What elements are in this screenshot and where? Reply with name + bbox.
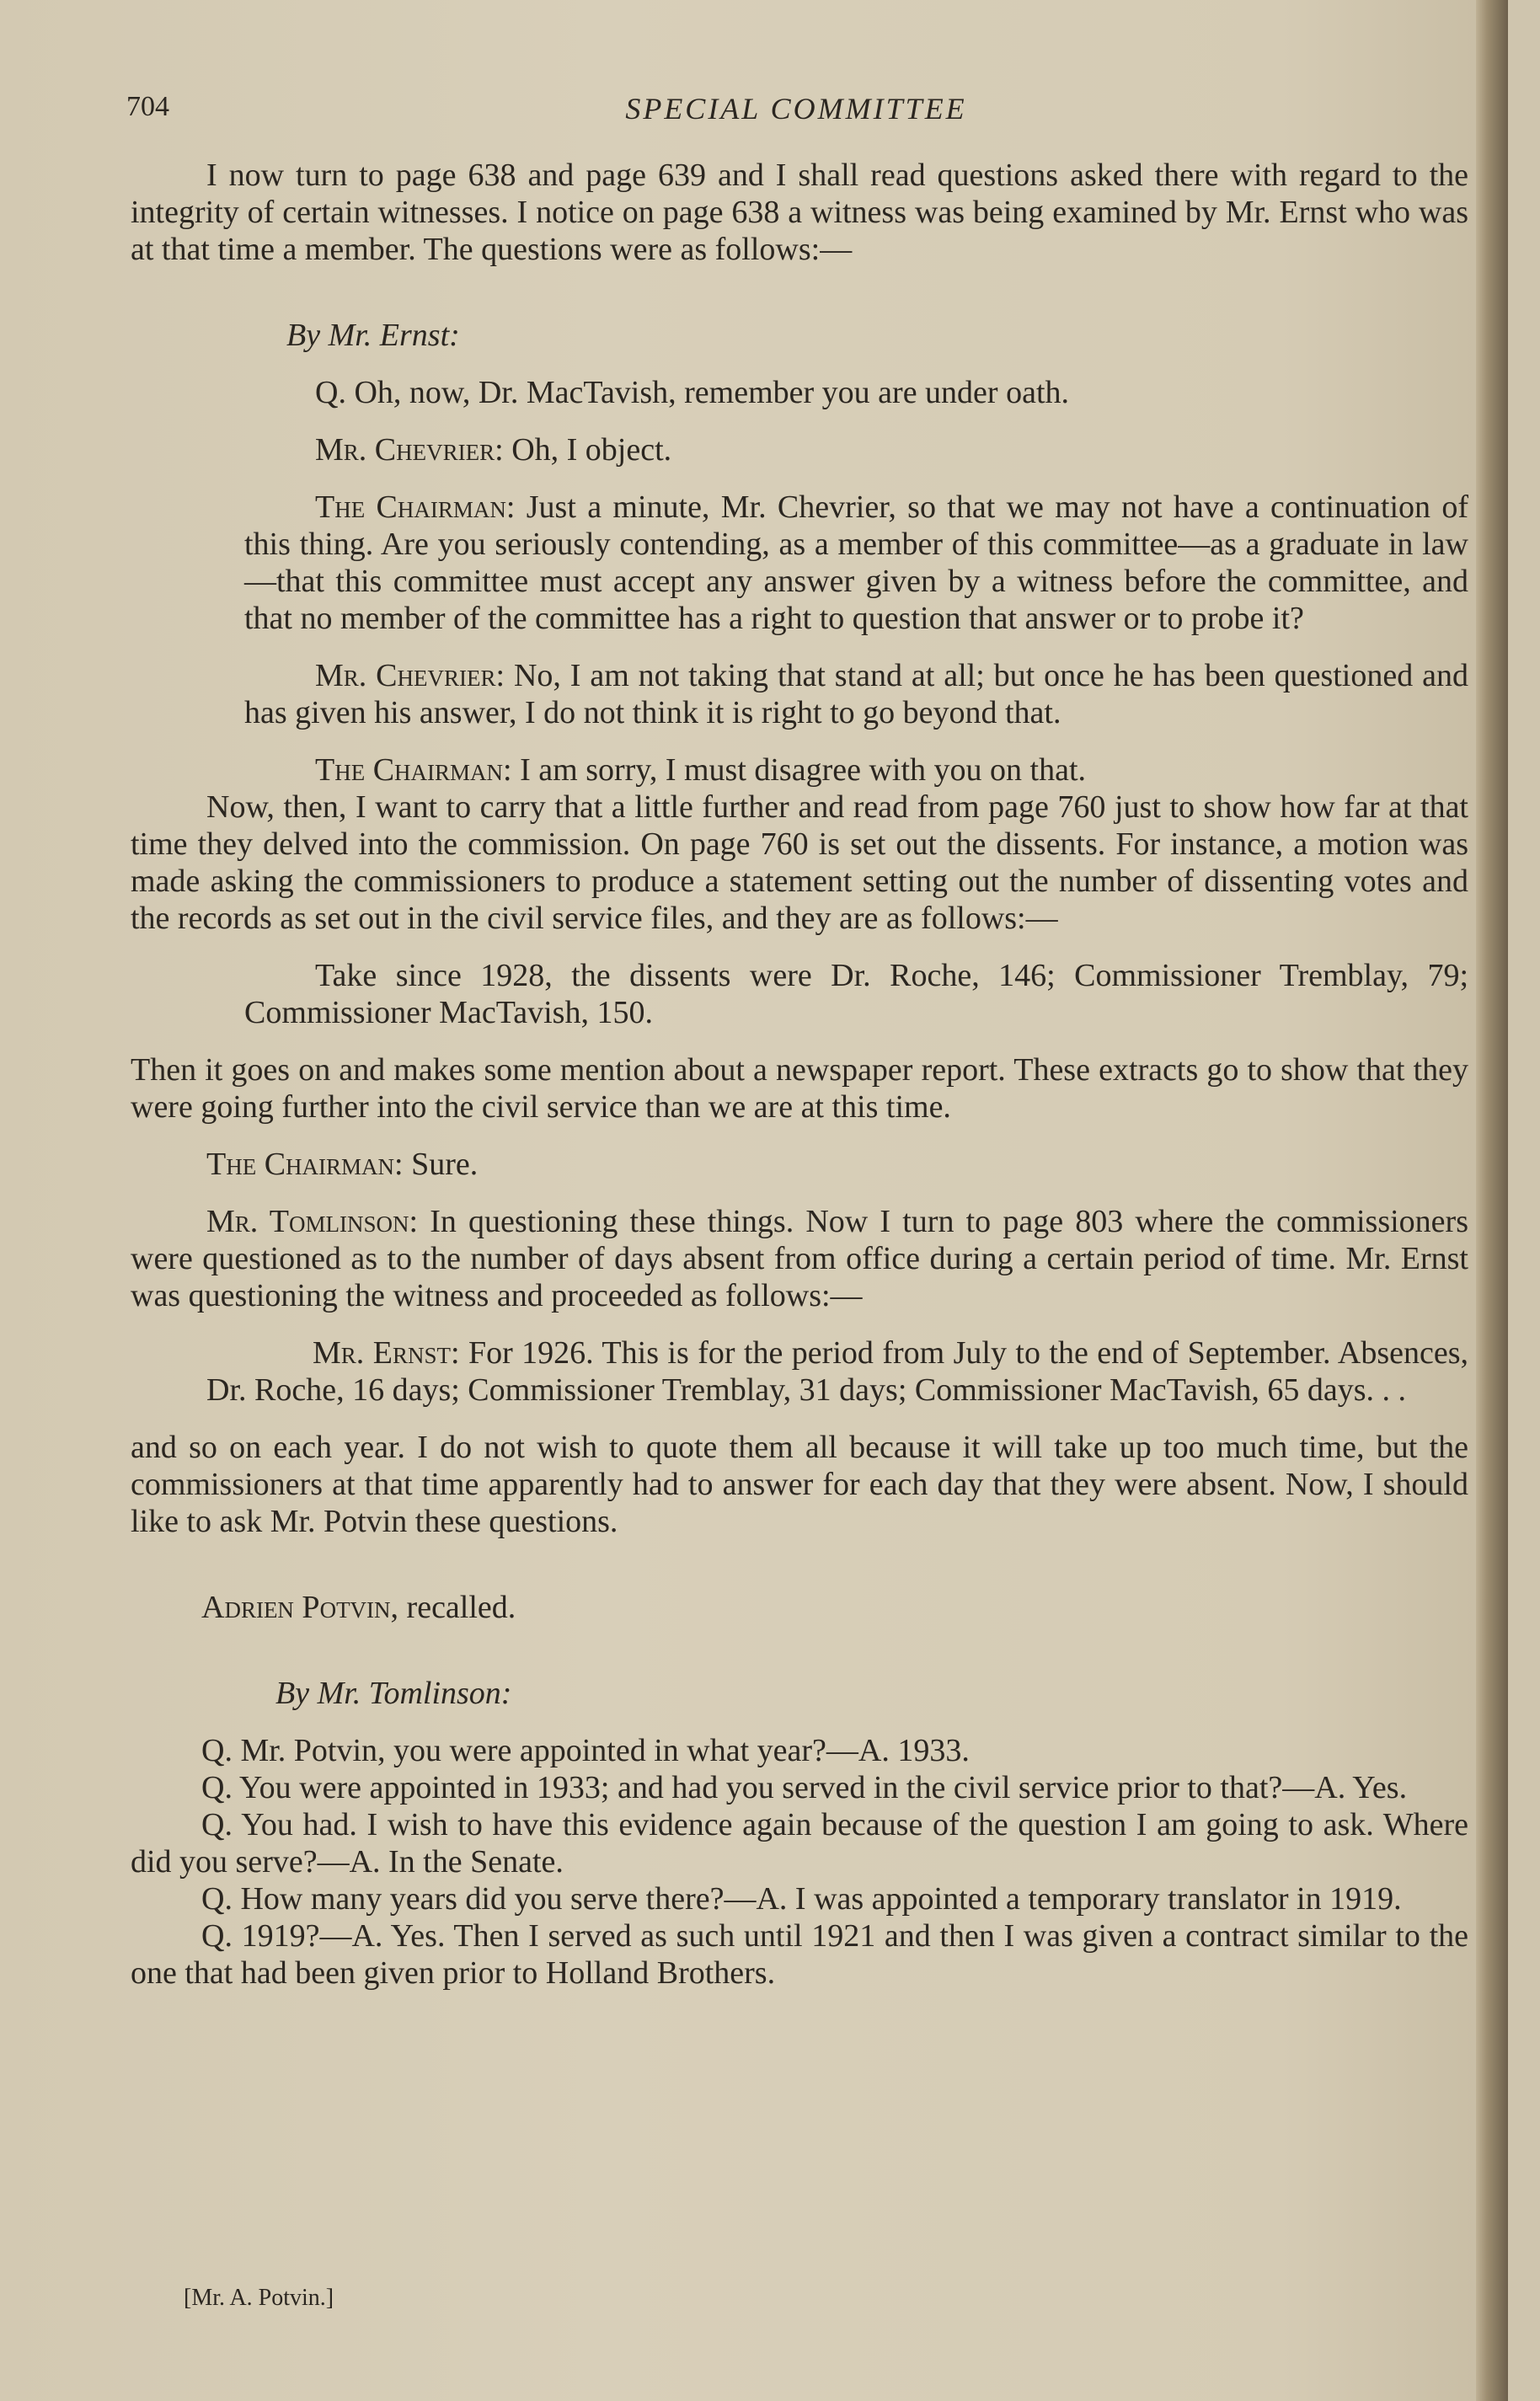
page-number: 704 — [126, 91, 169, 122]
speech-text: In questioning these things. Now I turn to page 803 where the commissioners were questioned as to the number of days absent from office during a certain period of time. Mr. Ernst was questioning the witness and proceeded as follows:— — [131, 1204, 1468, 1313]
examiner-heading-ernst: By Mr. Ernst: — [286, 318, 460, 353]
quoted-question-oath: Q. Oh, now, Dr. MacTavish, remember you are under oath. — [315, 375, 1070, 410]
speaker-name: The Chairman: — [206, 1147, 404, 1182]
running-head: SPECIAL COMMITTEE — [625, 92, 967, 126]
qa-item: Q. 1919?—A. Yes. Then I served as such until 1921 and then I was given a contract similar to the one that had been given prior to Holland Brothers. — [131, 1918, 1468, 1991]
speech-text: No, I am not taking that stand at all; but once he has been questioned and has given his answer, I do not think it is right to go beyond that. — [244, 658, 1468, 730]
examiner-heading-tomlinson: By Mr. Tomlinson: — [275, 1676, 512, 1711]
speech-text: Just a minute, Mr. Chevrier, so that we may not have a continuation of this thing. Are you seriously contending, as a member of this committee—as a graduate in law—that this committee must accept any answer given by a witness before the committee, and that no member of the committee has a right to question that answer or to probe it? — [244, 489, 1468, 636]
page-body — [131, 157, 1468, 1992]
paragraph-then-goes: Then it goes on and makes some mention about a newspaper report. These extracts go to show that they were going further into the civil service than we are at this time. — [131, 1052, 1468, 1125]
page-header — [126, 91, 1466, 131]
quoted-ernst-absences — [131, 1334, 1468, 1409]
tomlinson-statement — [131, 1203, 1468, 1314]
quoted-chairman-disagree — [131, 751, 1468, 789]
speech-text: Oh, I object. — [503, 432, 672, 468]
qa-item: Q. You were appointed in 1933; and had you served in the civil service prior to that?—A. Yes. — [201, 1770, 1408, 1805]
qa-item: Q. Mr. Potvin, you were appointed in what year?—A. 1933. — [201, 1733, 970, 1768]
quoted-chevrier-reply — [131, 657, 1468, 731]
qa-item: Q. How many years did you serve there?—A. I was appointed a temporary translator in 1919. — [201, 1881, 1402, 1917]
witness-name: Adrien Potvin — [201, 1590, 391, 1625]
speech-text: For 1926. This is for the period from July to the end of September. Absences, Dr. Roche, 16 days; Commissioner Tremblay, 31 days; Commissioner MacTavish, 65 days. . . — [206, 1335, 1468, 1408]
quoted-chevrier-objection — [131, 431, 1468, 468]
speaker-name: The Chairman: — [315, 489, 516, 525]
speaker-name: Mr. Chevrier: — [315, 432, 504, 468]
quoted-dissents: Take since 1928, the dissents were Dr. Roche, 146; Commissioner Tremblay, 79; Commissioner MacTavish, 150. — [244, 958, 1468, 1030]
qa-item: Q. You had. I wish to have this evidence again because of the question I am going to ask. Where did you serve?—A. In the Senate. — [131, 1807, 1468, 1880]
witness-recalled — [131, 1589, 1468, 1626]
paragraph-intro: I now turn to page 638 and page 639 and I shall read questions asked there with regard to the integrity of certain witnesses. I notice on page 638 a witness was being examined by Mr. Ernst who was at that time a member. The questions were as follows:— — [131, 158, 1468, 267]
speaker-name: Mr. Tomlinson: — [206, 1204, 419, 1239]
speaker-name: The Chairman: — [315, 752, 512, 788]
speaker-name: Mr. Chevrier: — [315, 658, 505, 693]
quoted-chairman-response — [131, 489, 1468, 637]
speaker-name: Mr. Ernst: — [313, 1335, 460, 1371]
speech-text: Sure. — [403, 1147, 479, 1182]
speech-text: I am sorry, I must disagree with you on that. — [511, 752, 1087, 788]
page-edge-shadow — [1476, 0, 1508, 2401]
witness-status: , recalled. — [390, 1590, 516, 1625]
page-footer: [Mr. A. Potvin.] — [184, 2285, 334, 2311]
paragraph-and-so-on: and so on each year. I do not wish to quote them all because it will take up too much time, but the commissioners at that time apparently had to answer for each day that they were absent. Now, I should like to ask Mr. Potvin these questions. — [131, 1430, 1468, 1539]
chairman-sure — [131, 1146, 1468, 1183]
paragraph-now-then: Now, then, I want to carry that a little further and read from page 760 just to show how far at that time they delved into the commission. On page 760 is set out the dissents. For instance, a motion was made asking the commissioners to produce a statement setting out the number of dissenting votes and the records as set out in the civil service files, and they are as follows:— — [131, 789, 1468, 936]
